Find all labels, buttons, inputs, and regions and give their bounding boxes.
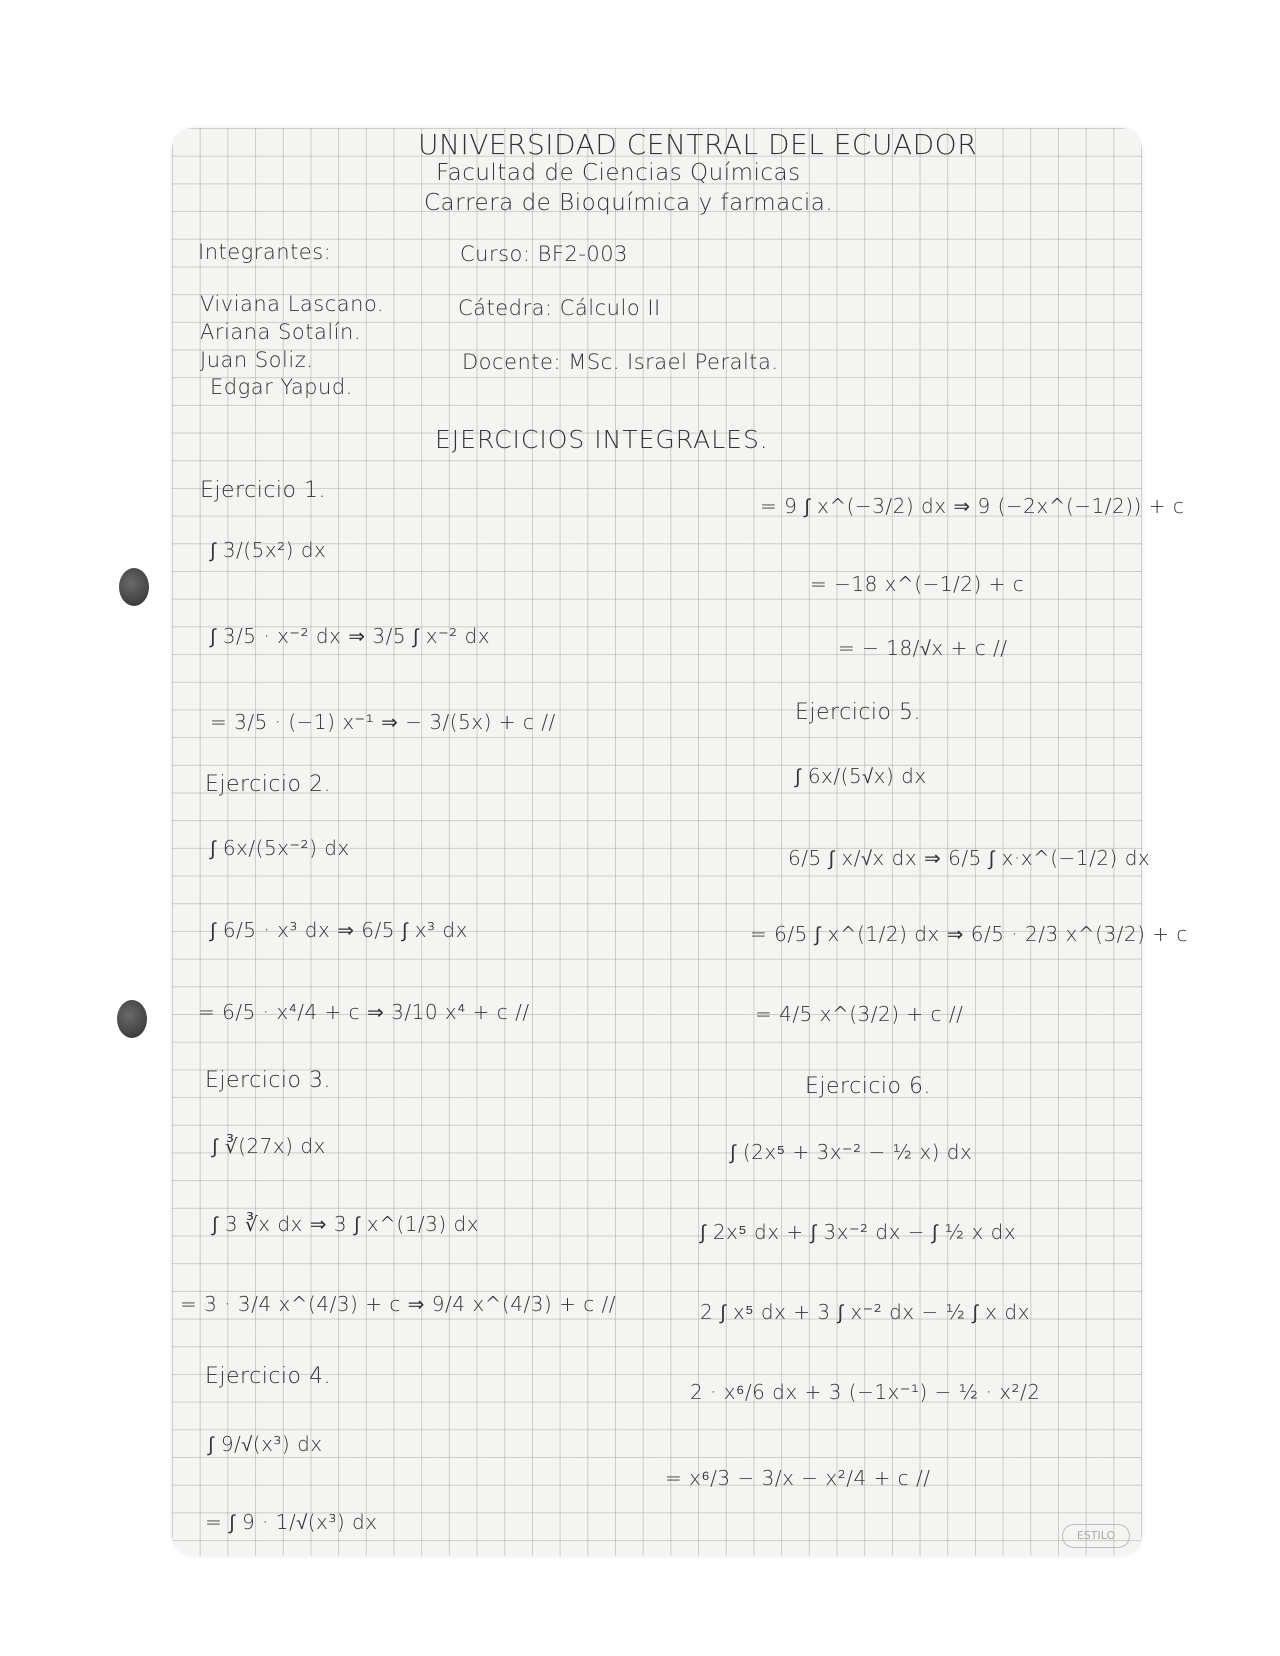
exercise-6-line-4: 2 · x⁶/6 dx + 3 (−1x⁻¹) − ½ · x²/2	[690, 1380, 1041, 1404]
binder-hole-top	[119, 568, 149, 606]
exercise-2-line-2: ∫ 6/5 · x³ dx ⇒ 6/5 ∫ x³ dx	[210, 918, 468, 942]
exercise-4-line-2: = ∫ 9 · 1/√(x³) dx	[205, 1510, 378, 1534]
exercise-5-line-3: = 6/5 ∫ x^(1/2) dx ⇒ 6/5 · 2/3 x^(3/2) + c	[750, 922, 1188, 946]
exercise-3-label: Ejercicio 3.	[205, 1068, 331, 1093]
member-4: Edgar Yapud.	[210, 375, 353, 399]
member-2: Ariana Sotalín.	[200, 320, 361, 344]
member-1: Viviana Lascano.	[200, 292, 385, 316]
exercise-3-line-3: = 3 · 3/4 x^(4/3) + c ⇒ 9/4 x^(4/3) + c //	[180, 1292, 617, 1316]
exercise-2-line-3: = 6/5 · x⁴/4 + c ⇒ 3/10 x⁴ + c //	[198, 1000, 530, 1024]
members-label: Integrantes:	[198, 240, 332, 264]
exercise-1-line-2: ∫ 3/5 · x⁻² dx ⇒ 3/5 ∫ x⁻² dx	[210, 624, 491, 648]
exercise-6-label: Ejercicio 6.	[805, 1074, 931, 1099]
exercise-5-line-1: ∫ 6x/(5√x) dx	[795, 764, 927, 788]
exercise-6-line-2: ∫ 2x⁵ dx + ∫ 3x⁻² dx − ∫ ½ x dx	[700, 1220, 1017, 1244]
university-name: UNIVERSIDAD CENTRAL DEL ECUADOR	[418, 128, 978, 161]
exercise-2-label: Ejercicio 2.	[205, 772, 331, 797]
exercise-3-line-1: ∫ ∛(27x) dx	[212, 1134, 326, 1158]
exercise-6-line-5: = x⁶/3 − 3/x − x²/4 + c //	[665, 1466, 931, 1490]
exercise-5-line-4: = 4/5 x^(3/2) + c //	[755, 1002, 964, 1026]
notebook-brand-mark: ESTILO	[1062, 1524, 1130, 1548]
teacher-name: Docente: MSc. Israel Peralta.	[462, 350, 779, 374]
exercise-3-line-2: ∫ 3 ∛x dx ⇒ 3 ∫ x^(1/3) dx	[212, 1212, 480, 1236]
exercise-1-line-3: = 3/5 · (−1) x⁻¹ ⇒ − 3/(5x) + c //	[210, 710, 556, 734]
exercise-4-label: Ejercicio 4.	[205, 1364, 331, 1389]
course-code: Curso: BF2-003	[460, 242, 628, 266]
exercise-5-line-2: 6/5 ∫ x/√x dx ⇒ 6/5 ∫ x·x^(−1/2) dx	[788, 846, 1151, 870]
exercise-4-line-3: = 9 ∫ x^(−3/2) dx ⇒ 9 (−2x^(−1/2)) + c	[760, 494, 1185, 518]
exercise-1-label: Ejercicio 1.	[200, 478, 326, 503]
faculty-name: Facultad de Ciencias Químicas	[436, 160, 801, 186]
member-3: Juan Soliz.	[200, 348, 314, 372]
exercise-6-line-1: ∫ (2x⁵ + 3x⁻² − ½ x) dx	[730, 1140, 973, 1164]
binder-hole-bottom	[117, 1000, 147, 1038]
page-title: EJERCICIOS INTEGRALES.	[435, 425, 769, 454]
exercise-4-line-4: = −18 x^(−1/2) + c	[810, 572, 1025, 596]
subject-name: Cátedra: Cálculo II	[458, 296, 661, 320]
exercise-4-line-1: ∫ 9/√(x³) dx	[208, 1432, 323, 1456]
exercise-5-label: Ejercicio 5.	[795, 700, 921, 725]
career-name: Carrera de Bioquímica y farmacia.	[424, 190, 834, 216]
exercise-6-line-3: 2 ∫ x⁵ dx + 3 ∫ x⁻² dx − ½ ∫ x dx	[700, 1300, 1030, 1324]
exercise-2-line-1: ∫ 6x/(5x⁻²) dx	[210, 836, 350, 860]
exercise-4-line-5: = − 18/√x + c //	[838, 636, 1008, 660]
exercise-1-line-1: ∫ 3/(5x²) dx	[210, 538, 327, 562]
